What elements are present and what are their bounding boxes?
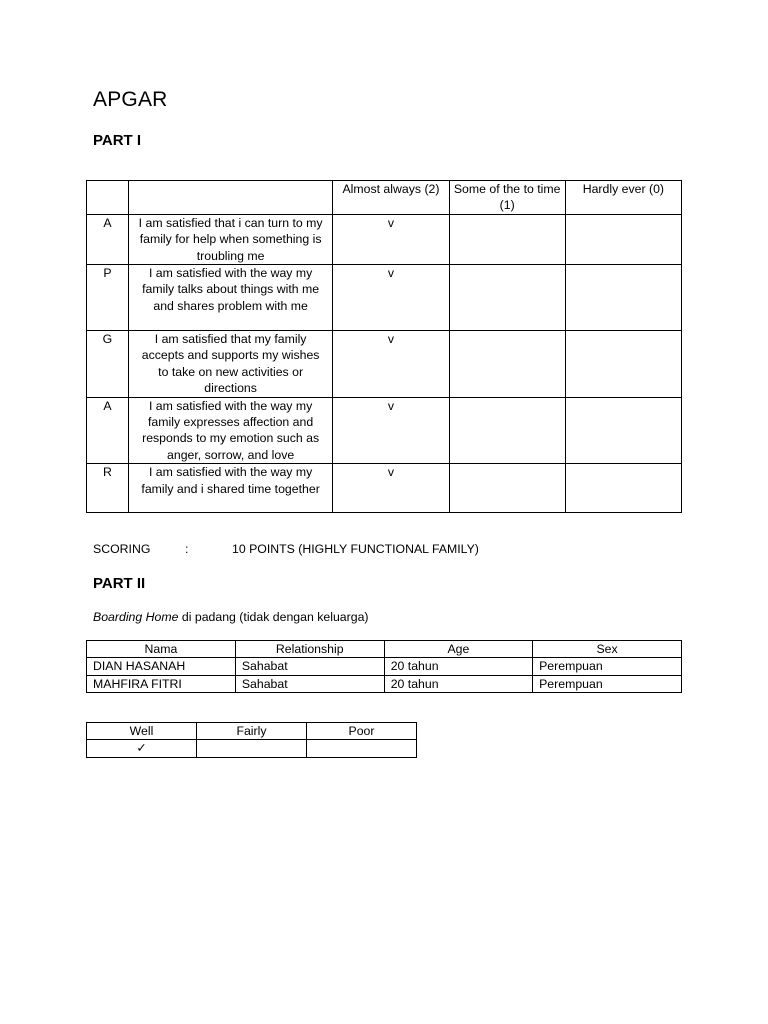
boarding-location-text: di padang (tidak dengan keluarga): [178, 610, 369, 624]
fairly-mark: [196, 740, 306, 757]
rating-header-row: [87, 723, 417, 740]
person-age: 20 tahun: [384, 675, 532, 692]
apgar-row: [87, 265, 682, 331]
apgar-statement: I am satisfied with the way my family and i shared time together: [128, 464, 332, 513]
apgar-statement: I am satisfied with the way my family talks about things with me and shares problem with me: [128, 265, 332, 331]
page-title: APGAR: [93, 88, 168, 111]
scoring-separator: :: [185, 542, 189, 556]
almost-always-mark: v: [333, 265, 449, 331]
header-hardly-ever: Hardly ever (0): [565, 181, 681, 215]
some-time-mark: [449, 397, 565, 464]
apgar-table: [86, 180, 682, 513]
hardly-ever-mark: [565, 265, 681, 331]
person-relationship: Sahabat: [235, 675, 384, 692]
header-age: Age: [384, 641, 532, 658]
apgar-row: [87, 214, 682, 264]
part-1-heading: PART I: [93, 132, 142, 149]
apgar-letter: A: [87, 397, 129, 464]
header-poor: Poor: [306, 723, 416, 740]
part-2-heading: PART II: [93, 575, 146, 592]
apgar-statement: I am satisfied that my family accepts and supports my wishes to take on new activities or directions: [128, 331, 332, 398]
header-sex: Sex: [533, 641, 682, 658]
hardly-ever-mark: [565, 464, 681, 513]
boarding-note: [93, 610, 369, 624]
header-well: Well: [87, 723, 197, 740]
check-icon: ✓: [87, 740, 197, 757]
some-time-mark: [449, 214, 565, 264]
household-header-row: [87, 641, 682, 658]
apgar-header-row: [87, 181, 682, 215]
apgar-letter: G: [87, 331, 129, 398]
almost-always-mark: v: [333, 331, 449, 398]
apgar-row: [87, 331, 682, 398]
apgar-letter: A: [87, 214, 129, 264]
header-nama: Nama: [87, 641, 236, 658]
rating-table: [86, 722, 417, 758]
apgar-statement: I am satisfied that i can turn to my family for help when something is troubling me: [128, 214, 332, 264]
some-time-mark: [449, 331, 565, 398]
hardly-ever-mark: [565, 397, 681, 464]
some-time-mark: [449, 464, 565, 513]
person-sex: Perempuan: [533, 675, 682, 692]
hardly-ever-mark: [565, 214, 681, 264]
almost-always-mark: v: [333, 464, 449, 513]
header-letter-cell: [87, 181, 129, 215]
header-fairly: Fairly: [196, 723, 306, 740]
person-sex: Perempuan: [533, 658, 682, 675]
boarding-home-text: Boarding Home: [93, 610, 179, 624]
table-row: [87, 675, 682, 692]
almost-always-mark: v: [333, 397, 449, 464]
rating-row: [87, 740, 417, 757]
table-row: [87, 658, 682, 675]
person-relationship: Sahabat: [235, 658, 384, 675]
person-name: DIAN HASANAH: [87, 658, 236, 675]
header-relationship: Relationship: [235, 641, 384, 658]
person-age: 20 tahun: [384, 658, 532, 675]
almost-always-mark: v: [333, 214, 449, 264]
header-almost-always: Almost always (2): [333, 181, 449, 215]
apgar-row: [87, 397, 682, 464]
apgar-letter: R: [87, 464, 129, 513]
some-time-mark: [449, 265, 565, 331]
household-table: [86, 640, 682, 693]
scoring-value: 10 POINTS (HIGHLY FUNCTIONAL FAMILY): [232, 542, 479, 556]
header-statement-cell: [128, 181, 332, 215]
scoring-label: SCORING: [93, 542, 151, 556]
apgar-row: [87, 464, 682, 513]
header-some-of-the-time: Some of the to time (1): [449, 181, 565, 215]
apgar-statement: I am satisfied with the way my family expresses affection and responds to my emotion such as anger, sorrow, and love: [128, 397, 332, 464]
apgar-letter: P: [87, 265, 129, 331]
person-name: MAHFIRA FITRI: [87, 675, 236, 692]
hardly-ever-mark: [565, 331, 681, 398]
poor-mark: [306, 740, 416, 757]
